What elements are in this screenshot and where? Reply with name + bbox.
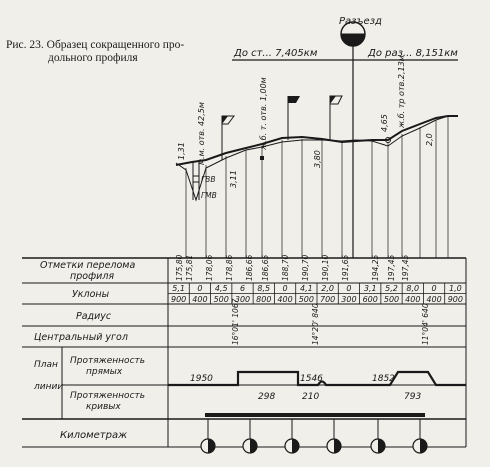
elevation-value: 178,06	[205, 254, 214, 281]
label-plan-1: План	[34, 360, 58, 370]
slope-value: 0	[197, 284, 203, 293]
elevation-value: 194,25	[371, 254, 380, 281]
slope-length: 400	[405, 295, 421, 304]
height-4: 2,0	[425, 133, 434, 146]
elevation-value: 190,70	[301, 254, 310, 281]
slope-length: 900	[447, 295, 463, 304]
straight-length: 1852	[372, 374, 395, 384]
label-straight-2: прямых	[86, 367, 123, 377]
slope-length: 700	[320, 295, 336, 304]
slope-value: 0	[346, 284, 352, 293]
slope-length: 900	[171, 295, 187, 304]
elevation-value: 190,10	[321, 254, 330, 281]
label-km: Километраж	[60, 430, 128, 441]
elevation-value: 186,65	[261, 254, 270, 281]
pipe-note: ж.б. т. отв. 1,00м	[259, 77, 268, 150]
slope-value: 1,0	[448, 284, 462, 293]
angle-value: 11°04' 640	[421, 303, 430, 345]
pipe-marker	[260, 156, 264, 160]
station-name: Разъезд	[339, 16, 382, 27]
caption-line-1: Рис. 23. Образец сокращенного про-	[6, 39, 185, 51]
curve-length: 210	[302, 392, 320, 402]
km-mark: 4,65	[380, 114, 389, 132]
slope-value: 0	[282, 284, 288, 293]
label-slopes: Уклоны	[72, 289, 110, 300]
straight-length: 1546	[300, 374, 323, 384]
slope-value: 3,1	[363, 284, 377, 293]
slope-value: 5,2	[385, 284, 398, 293]
slope-length: 600	[362, 295, 378, 304]
angle-value: 14°20' 840	[311, 303, 320, 345]
slope-value: 4,5	[214, 284, 228, 293]
slope-length: 500	[298, 295, 314, 304]
label-straight-1: Протяженность	[70, 356, 146, 366]
caption-line-2: дольного профиля	[48, 52, 138, 64]
slope-length: 400	[426, 295, 442, 304]
height-2: 3,11	[229, 170, 238, 188]
elevation-value: 197,45	[401, 254, 410, 281]
bridge-note: м.м. отв. 42,5м	[197, 102, 206, 165]
elevation-value: 197,45	[387, 254, 396, 281]
label-plan-2: линии	[34, 382, 64, 392]
culvert-note: ж.б. тр отв.2,13м	[397, 55, 406, 128]
slope-length: 800	[256, 295, 272, 304]
label-radius: Радиус	[76, 311, 112, 322]
km-band	[205, 413, 425, 417]
elevation-value: 191,65	[341, 254, 350, 281]
label-gmv: ГМВ	[201, 191, 217, 200]
angle-value: 16°01' 1067	[231, 298, 240, 345]
label-curve-1: Протяженность	[70, 391, 146, 401]
curve-length: 298	[258, 392, 276, 402]
slope-value: 5,1	[172, 284, 186, 293]
slope-value: 8,0	[406, 284, 420, 293]
slope-length: 500	[383, 295, 400, 304]
slope-length: 400	[277, 295, 293, 304]
elevation-value: 188,70	[281, 254, 290, 281]
straight-length: 1950	[190, 374, 213, 384]
curve-length: 793	[404, 392, 422, 402]
flag-marker-3	[330, 96, 342, 140]
elevation-value: 186,66	[245, 254, 254, 281]
distance-right: До раз... 8,151км	[368, 48, 458, 59]
slope-value: 0	[431, 284, 437, 293]
label-angle: Центральный угол	[34, 332, 128, 343]
slope-value: 4,1	[299, 284, 313, 293]
slope-length: 300	[341, 295, 357, 304]
height-1: 1,31	[177, 142, 186, 160]
elevation-value: 175,81	[185, 254, 194, 281]
slope-length: 500	[213, 295, 229, 304]
label-elevations-1: Отметки перелома	[40, 260, 136, 271]
height-3: 3,80	[313, 150, 322, 168]
label-curve-2: кривых	[86, 402, 121, 412]
slope-length: 300	[234, 295, 251, 304]
slope-length: 400	[192, 295, 208, 304]
distance-left: До ст... 7,405км	[234, 48, 318, 59]
slope-value: 8,5	[257, 284, 271, 293]
flag-marker-2	[288, 96, 300, 140]
slope-value: 2,0	[321, 284, 335, 293]
slope-value: 6	[239, 284, 246, 293]
elevation-value: 175,80	[175, 254, 184, 281]
station-icon	[341, 34, 365, 46]
label-gvv: ГВВ	[201, 175, 216, 184]
label-elevations-2: профиля	[70, 271, 115, 282]
elevation-value: 178,86	[225, 254, 234, 281]
